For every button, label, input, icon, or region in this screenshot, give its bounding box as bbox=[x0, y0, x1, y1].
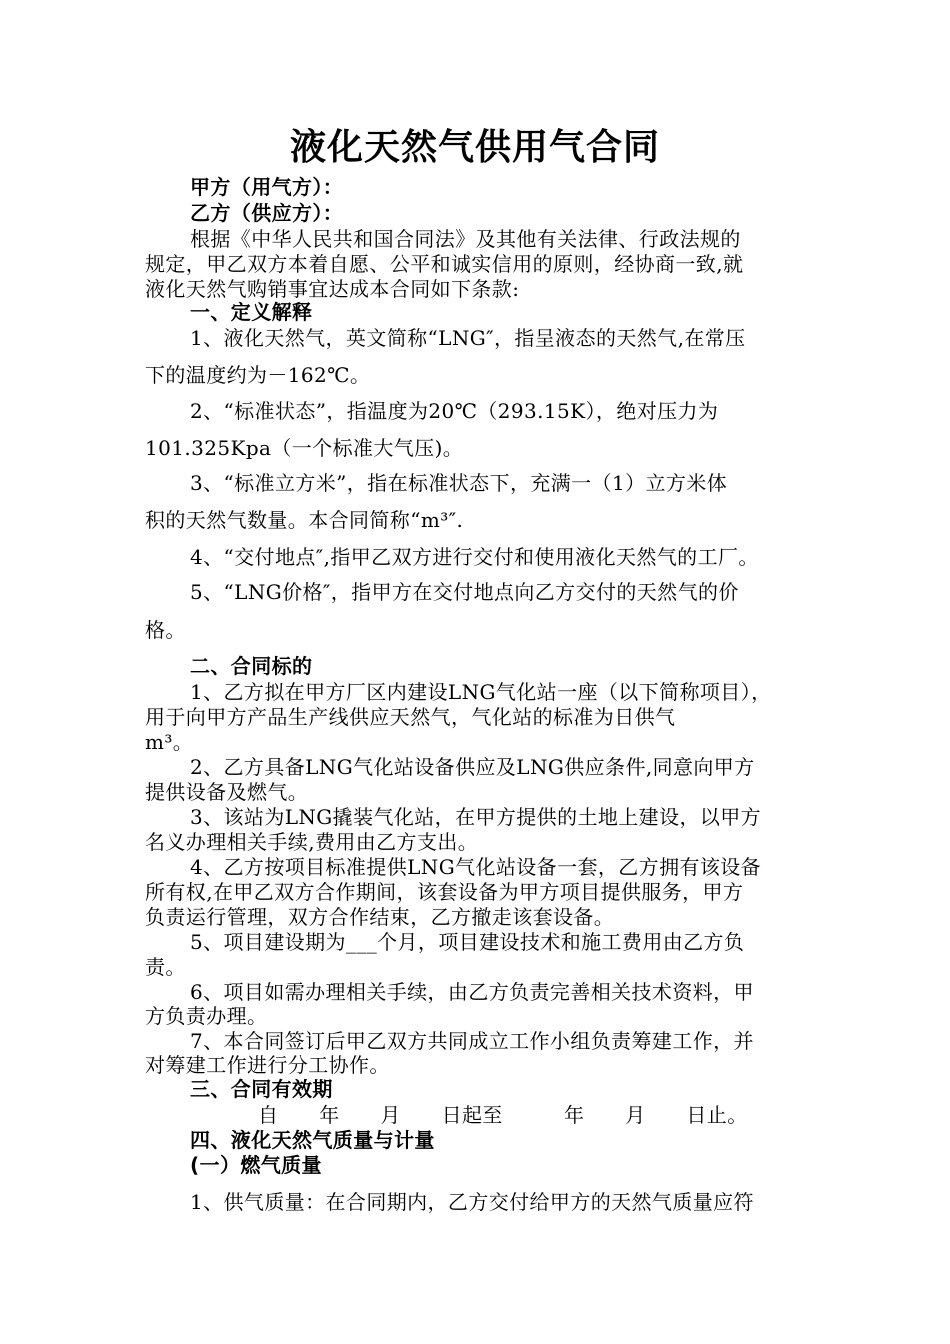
clause-line: 3、“标准立方米”，指在标准状态下，充满一（1）立方米体 bbox=[190, 471, 728, 495]
subsection-heading: (一）燃气质量 bbox=[190, 1153, 322, 1177]
clause-line: 4、“交付地点″,指甲乙双方进行交付和使用液化天然气的工厂。 bbox=[190, 545, 759, 569]
clause-line: 5、项目建设期为___个月，项目建设技术和施工费用由乙方负 bbox=[190, 930, 745, 954]
clause-line: 方负责办理。 bbox=[145, 1004, 268, 1028]
clause-line: 2、乙方具备LNG气化站设备供应及LNG供应条件,同意向甲方 bbox=[190, 755, 755, 779]
clause-line: 积的天然气数量。本合同简称“m³″. bbox=[145, 508, 464, 532]
clause-line: 101.325Kpa（一个标准大气压)。 bbox=[145, 436, 464, 460]
clause-line: 5、“LNG价格″，指甲方在交付地点向乙方交付的天然气的价 bbox=[190, 580, 739, 604]
document-title: 液化天然气供用气合同 bbox=[289, 127, 660, 168]
clause-line: 用于向甲方产品生产线供应天然气，气化站的标准为日供气 bbox=[145, 705, 676, 729]
clause-line: 对筹建工作进行分工协作。 bbox=[145, 1053, 390, 1077]
clause-line: 负责运行管理，双方合作结束，乙方撤走该套设备。 bbox=[145, 905, 615, 929]
party-a-label: 甲方（用气方）： bbox=[190, 175, 344, 199]
clause-line: 责。 bbox=[145, 955, 186, 979]
section-heading: 一、定义解释 bbox=[190, 300, 313, 324]
section-heading: 四、液化天然气质量与计量 bbox=[190, 1128, 435, 1152]
clause-line: m³。 bbox=[145, 730, 194, 754]
clause-line: 所有权,在甲乙双方合作期间，该套设备为甲方项目提供服务，甲方 bbox=[145, 880, 744, 904]
section-heading: 三、合同有效期 bbox=[190, 1077, 333, 1101]
clause-line: 6、项目如需办理相关手续，由乙方负责完善相关技术资料，甲 bbox=[190, 980, 754, 1004]
clause-line: 提供设备及燃气。 bbox=[145, 780, 309, 804]
clause-line: 名义办理相关手续,费用由乙方支出。 bbox=[145, 830, 479, 854]
clause-line: 1、液化天然气，英文简称“LNG″，指呈液态的天然气,在常压 bbox=[190, 326, 746, 350]
preamble-line: 液化天然气购销事宜达成本合同如下条款: bbox=[145, 277, 520, 301]
clause-line: 4、乙方按项目标准提供LNG气化站设备一套，乙方拥有该设备 bbox=[190, 855, 762, 879]
preamble-line: 根据《中华人民共和国合同法》及其他有关法律、行政法规的 bbox=[190, 227, 741, 251]
party-b-label: 乙方（供应方）： bbox=[190, 201, 344, 225]
clause-line: 下的温度约为－162℃。 bbox=[145, 363, 371, 387]
preamble-line: 规定，甲乙双方本着自愿、公平和诚实信用的原则，经协商一致,就 bbox=[145, 252, 744, 276]
clause-line: 7、本合同签订后甲乙双方共同成立工作小组负责筹建工作，并 bbox=[190, 1029, 754, 1053]
clause-line: 3、该站为LNG撬装气化站，在甲方提供的土地上建设，以甲方 bbox=[190, 805, 762, 829]
term-line: 自 年 月 日起至 年 月 日止。 bbox=[258, 1103, 748, 1127]
clause-line: 格。 bbox=[145, 618, 186, 642]
clause-line: 1、供气质量：在合同期内，乙方交付给甲方的天然气质量应符 bbox=[190, 1190, 754, 1214]
clause-line: 2、“标准状态”，指温度为20℃（293.15K），绝对压力为 bbox=[190, 399, 719, 423]
section-heading: 二、合同标的 bbox=[190, 654, 313, 678]
clause-line: 1、乙方拟在甲方厂区内建设LNG气化站一座（以下简称项目）， bbox=[190, 680, 772, 704]
